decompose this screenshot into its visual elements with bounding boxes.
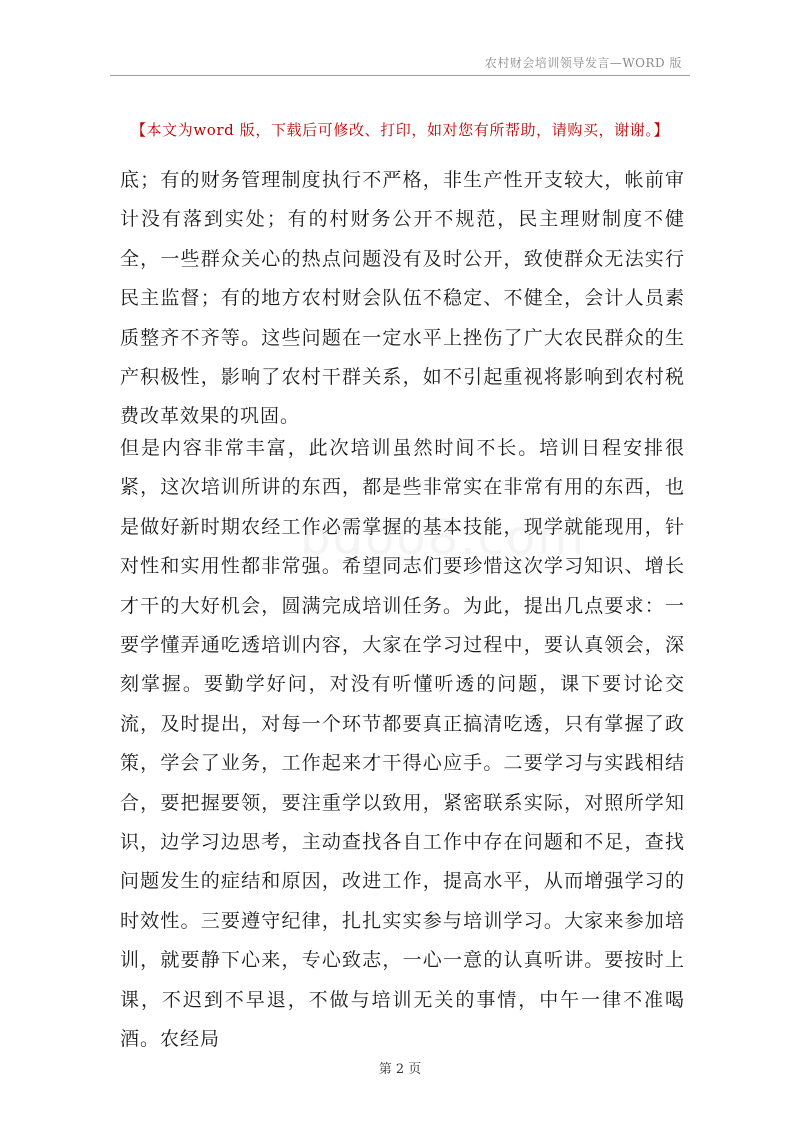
body-paragraph-1: 底；有的财务管理制度执行不严格，非生产性开支较大，帐前审计没有落到实处；有的村财务公开不规范，民主理财制度不健全，一些群众关心的热点问题没有及时公开，致使群众无法实行民主监督；有的地方农村财会队伍不稳定、不健全，会计人员素质整齐不齐等。这些问题在一定水平上挫伤了广大农民群众的生产积极性，影响了农村干群关系，如不引起重视将影响到农村税费改革效果的巩固。 (120, 169, 685, 428)
document-header-title: 农村财会培训领导发言—WORD 版 (484, 56, 682, 70)
body-paragraph-2: 但是内容非常丰富，此次培训虽然时间不长。培训日程安排很紧，这次培训所讲的东西，都是些非常实在非常有用的东西，也是做好新时期农经工作必需掌握的基本技能，现学就能现用，针对性和实用性都非常强。希望同志们要珍惜这次学习知识、增长才干的大好机会，圆满完成培训任务。为此，提出几点要求：一要学懂弄通吃透培训内容，大家在学习过程中，要认真领会，深刻掌握。要勤学好问，对没有听懂听透的问题，课下要讨论交流，及时提出，对每一个环节都要真正搞清吃透，只有掌握了政策，学会了业务，工作起来才干得心应手。二要学习与实践相结合，要把握要领，要注重学以致用，紧密联系实际，对照所学知识，边学习边思考，主动查找各自工作中存在问题和不足，查找问题发生的症结和原因，改进工作，提高水平，从而增强学习的时效性。三要遵守纪律，扎扎实实参与培训学习。大家来参加培训，就要静下心来，专心致志，一心一意的认真听讲。要按时上课，不迟到不早退，不做与培训无关的事情，中午一律不准喝酒。农经局 (120, 437, 685, 1051)
header-divider (110, 75, 690, 76)
page-number: 第 2 页 (378, 1062, 422, 1077)
purchase-notice: 【本文为word 版，下载后可修改、打印，如对您有所帮助，请购买，谢谢。】 (130, 121, 670, 139)
